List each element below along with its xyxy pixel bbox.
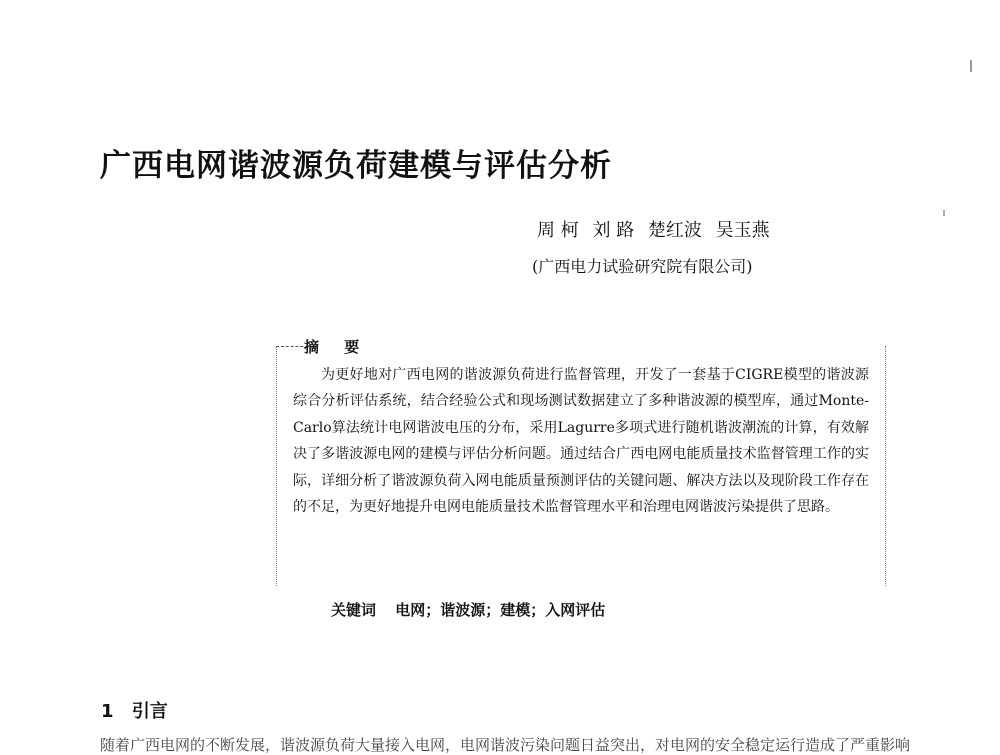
- author-name: 周 柯: [537, 220, 579, 241]
- scan-artifact: [970, 60, 972, 72]
- section-heading: [101, 697, 168, 723]
- section-title: 引言: [131, 701, 168, 722]
- section-number: 1: [101, 701, 114, 722]
- keywords-value: 电网；谐波源；建模；入网评估: [395, 601, 606, 619]
- author-name: 刘 路: [592, 220, 635, 241]
- keywords-line: [331, 599, 605, 620]
- affiliation: (广西电力试验研究院有限公司): [532, 257, 753, 276]
- author-name: 楚红波: [647, 220, 702, 241]
- body-text-partial: 随着广西电网的不断发展，谐波源负荷大量接入电网，电网谐波污染问题日益突出，对电网的安全稳定运行造成了严重影响: [100, 736, 911, 754]
- keywords-label: 关键词: [331, 601, 377, 619]
- abstract-body: 为更好地对广西电网的谐波源负荷进行监督管理，开发了一套基于CIGRE模型的谐波源综合分析评估系统，结合经验公式和现场测试数据建立了多种谐波源的模型库，通过Monte-Carlo算法统计电网谐波电压的分布，采用Lagurre多项式进行随机谐波潮流的计算，有效解决了多谐波源电网的建模与评估分析问题。通过结合广西电网电能质量技术监督管理工作的实际，详细分析了谐波源负荷入网电能质量预测评估的关键问题、解决方法以及现阶段工作存在的不足，为更好地提升电网电能质量技术监督管理水平和治理电网谐波污染提供了思路。: [293, 367, 869, 516]
- paper-title: 广西电网谐波源负荷建模与评估分析: [100, 148, 612, 184]
- author-list: [537, 216, 778, 242]
- author-name: 吴玉燕: [715, 220, 770, 241]
- scan-artifact: [943, 210, 945, 216]
- abstract-heading: 摘 要: [304, 338, 370, 356]
